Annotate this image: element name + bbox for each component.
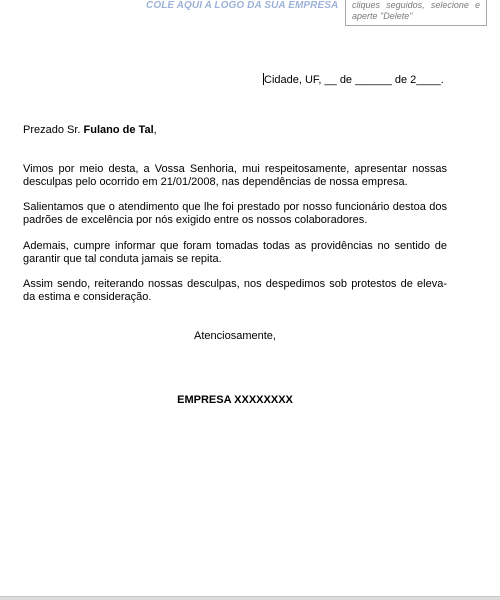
note-line: cliques seguidos, selecione e xyxy=(352,0,480,10)
closing: Atenciosamente, xyxy=(194,330,276,342)
date-line[interactable] xyxy=(263,73,444,86)
salutation xyxy=(23,124,447,137)
company-signature: EMPRESA XXXXXXXX xyxy=(177,394,293,406)
instruction-note-box[interactable] xyxy=(345,0,487,26)
paragraph-4: Assim sendo, reiterando nossas desculpas, nos despedimos sob protestos de eleva-da estima e consideração. xyxy=(23,278,447,303)
recipient-name: Fulano de Tal xyxy=(83,124,154,136)
salutation-suffix: , xyxy=(153,124,157,136)
page-bottom-edge xyxy=(0,596,500,600)
note-line: aperte "Delete" xyxy=(352,11,413,21)
date-line-text: Cidade, UF, __ de ______ de 2____. xyxy=(264,74,444,86)
paragraph-1: Vimos por meio desta, a Vossa Senhoria, mui respeitosamente, apresentar nossas desculpas pelo ocorrido em 21/01/2008, nas dependências de nossa empresa. xyxy=(23,163,447,188)
logo-placeholder: COLE AQUI A LOGO DA SUA EMPRESA xyxy=(146,0,339,11)
salutation-prefix: Prezado Sr. xyxy=(23,124,84,136)
paragraph-3: Ademais, cumpre informar que foram tomadas todas as providências no sentido de garantir que tal conduta jamais se repita. xyxy=(23,240,447,265)
paragraph-2: Salientamos que o atendimento que lhe foi prestado por nosso funcionário destoa dos padrões de excelência por nós exigido entre os nossos colaboradores. xyxy=(23,201,447,226)
